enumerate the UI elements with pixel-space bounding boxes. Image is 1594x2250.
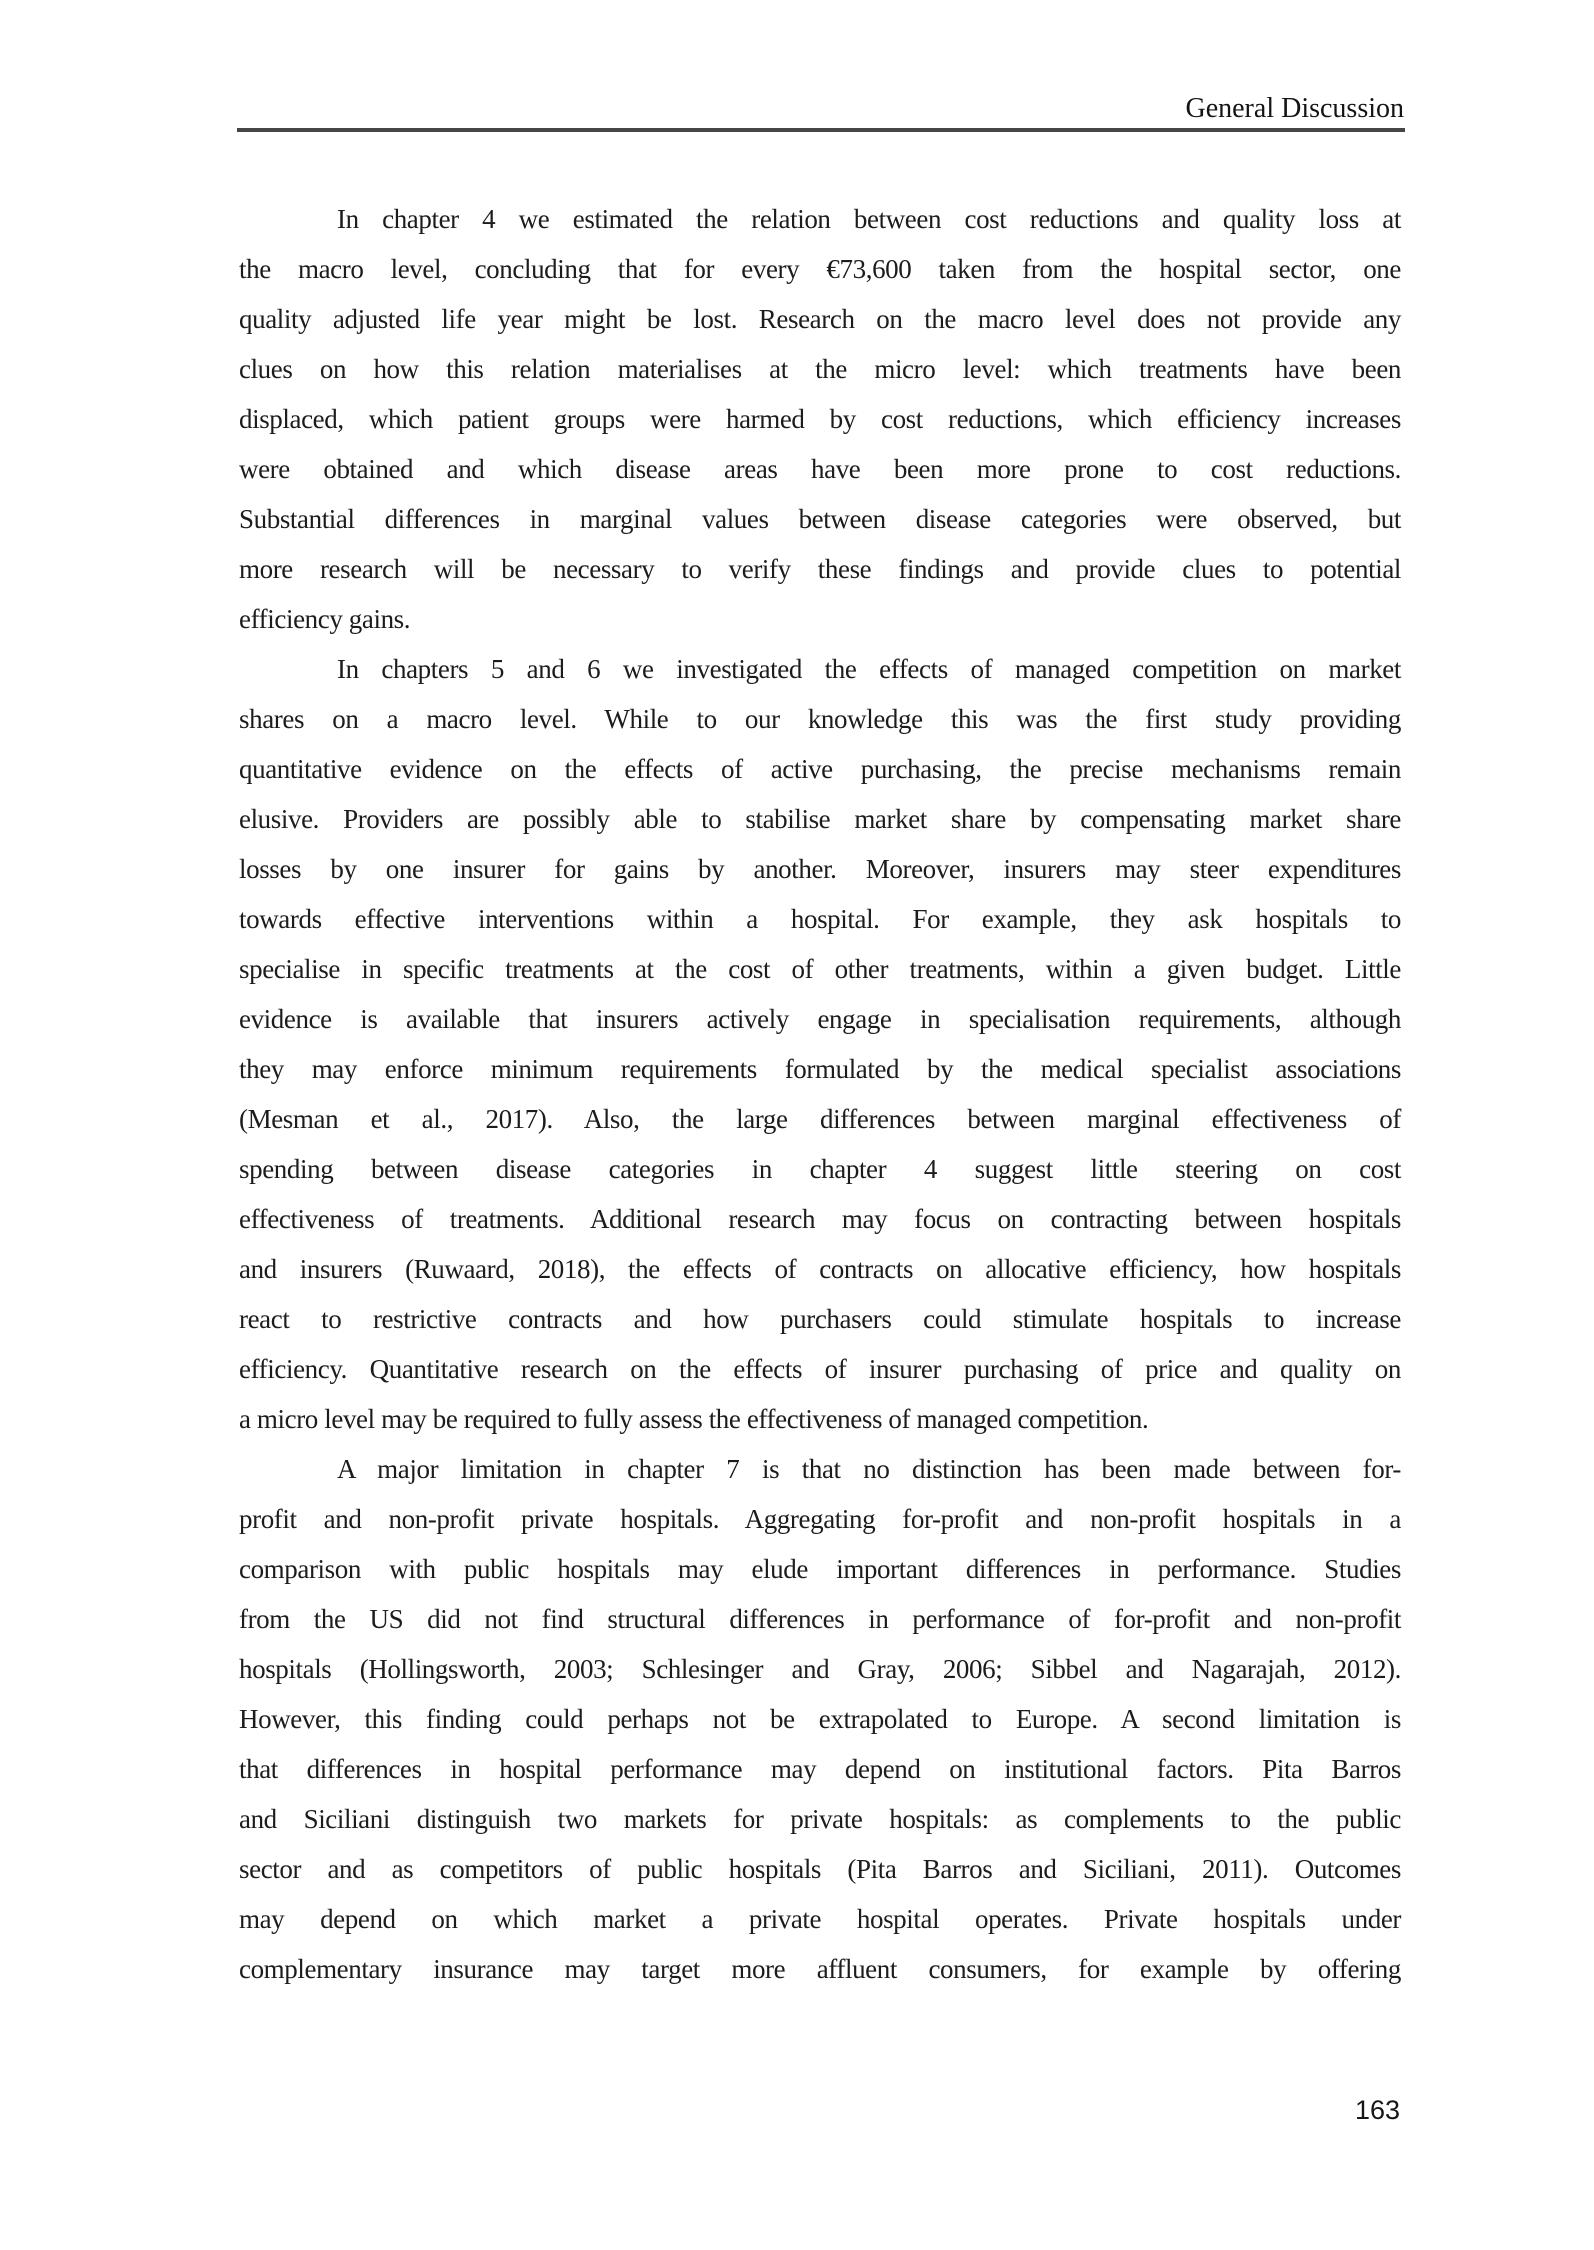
text-line: spending between disease categories in chapter 4 suggest little steering on cost	[239, 1154, 1401, 1184]
text-line: losses by one insurer for gains by another. Moreover, insurers may steer expenditures	[239, 854, 1401, 884]
text-line: quality adjusted life year might be lost. Research on the macro level does not provide any	[239, 304, 1401, 334]
text-line: they may enforce minimum requirements formulated by the medical specialist associations	[239, 1054, 1401, 1084]
text-line: A major limitation in chapter 7 is that no distinction has been made between for-	[337, 1454, 1401, 1484]
text-line: effectiveness of treatments. Additional research may focus on contracting between hospitals	[239, 1204, 1401, 1234]
text-line: from the US did not find structural differences in performance of for-profit and non-profit	[239, 1604, 1401, 1634]
text-line: and Siciliani distinguish two markets for private hospitals: as complements to the public	[239, 1804, 1401, 1834]
running-header	[237, 93, 1404, 125]
text-line: Substantial differences in marginal values between disease categories were observed, but	[239, 504, 1401, 534]
text-line: displaced, which patient groups were harmed by cost reductions, which efficiency increases	[239, 404, 1401, 434]
text-line: that differences in hospital performance may depend on institutional factors. Pita Barros	[239, 1754, 1401, 1784]
text-line: sector and as competitors of public hospitals (Pita Barros and Siciliani, 2011). Outcomes	[239, 1854, 1401, 1884]
text-line: In chapter 4 we estimated the relation between cost reductions and quality loss at	[337, 204, 1401, 234]
header-title: General Discussion	[1185, 93, 1404, 124]
text-line: may depend on which market a private hospital operates. Private hospitals under	[239, 1904, 1401, 1934]
text-line: react to restrictive contracts and how purchasers could stimulate hospitals to increase	[239, 1304, 1401, 1334]
header-rule	[237, 128, 1405, 132]
text-line: efficiency. Quantitative research on the effects of insurer purchasing of price and quality on	[239, 1354, 1401, 1384]
text-line: more research will be necessary to verify these findings and provide clues to potential	[239, 554, 1401, 584]
text-line: complementary insurance may target more affluent consumers, for example by offering	[239, 1954, 1401, 1984]
text-line: However, this finding could perhaps not be extrapolated to Europe. A second limitation is	[239, 1704, 1401, 1734]
body-text	[239, 194, 1401, 1994]
text-line: quantitative evidence on the effects of active purchasing, the precise mechanisms remain	[239, 754, 1401, 784]
text-line: were obtained and which disease areas have been more prone to cost reductions.	[239, 454, 1401, 484]
text-line: clues on how this relation materialises at the micro level: which treatments have been	[239, 354, 1401, 384]
text-line: hospitals (Hollingsworth, 2003; Schlesinger and Gray, 2006; Sibbel and Nagarajah, 2012).	[239, 1654, 1401, 1684]
text-line: specialise in specific treatments at the cost of other treatments, within a given budget. Little	[239, 954, 1401, 984]
text-line: elusive. Providers are possibly able to stabilise market share by compensating market share	[239, 804, 1401, 834]
text-line: efficiency gains.	[239, 604, 411, 634]
text-line: evidence is available that insurers actively engage in specialisation requirements, although	[239, 1004, 1401, 1034]
text-line: comparison with public hospitals may elude important differences in performance. Studies	[239, 1554, 1401, 1584]
page-number: 163	[1354, 2095, 1400, 2125]
text-line: the macro level, concluding that for every €73,600 taken from the hospital sector, one	[239, 254, 1401, 284]
text-line: (Mesman et al., 2017). Also, the large differences between marginal effectiveness of	[239, 1104, 1401, 1134]
text-line: and insurers (Ruwaard, 2018), the effects of contracts on allocative efficiency, how hospitals	[239, 1254, 1401, 1284]
text-line: shares on a macro level. While to our knowledge this was the first study providing	[239, 704, 1401, 734]
text-line: towards effective interventions within a hospital. For example, they ask hospitals to	[239, 904, 1401, 934]
text-line: In chapters 5 and 6 we investigated the effects of managed competition on market	[337, 654, 1401, 684]
text-line: a micro level may be required to fully assess the effectiveness of managed competition.	[239, 1404, 1149, 1434]
text-line: profit and non-profit private hospitals. Aggregating for-profit and non-profit hospitals in a	[239, 1504, 1401, 1534]
